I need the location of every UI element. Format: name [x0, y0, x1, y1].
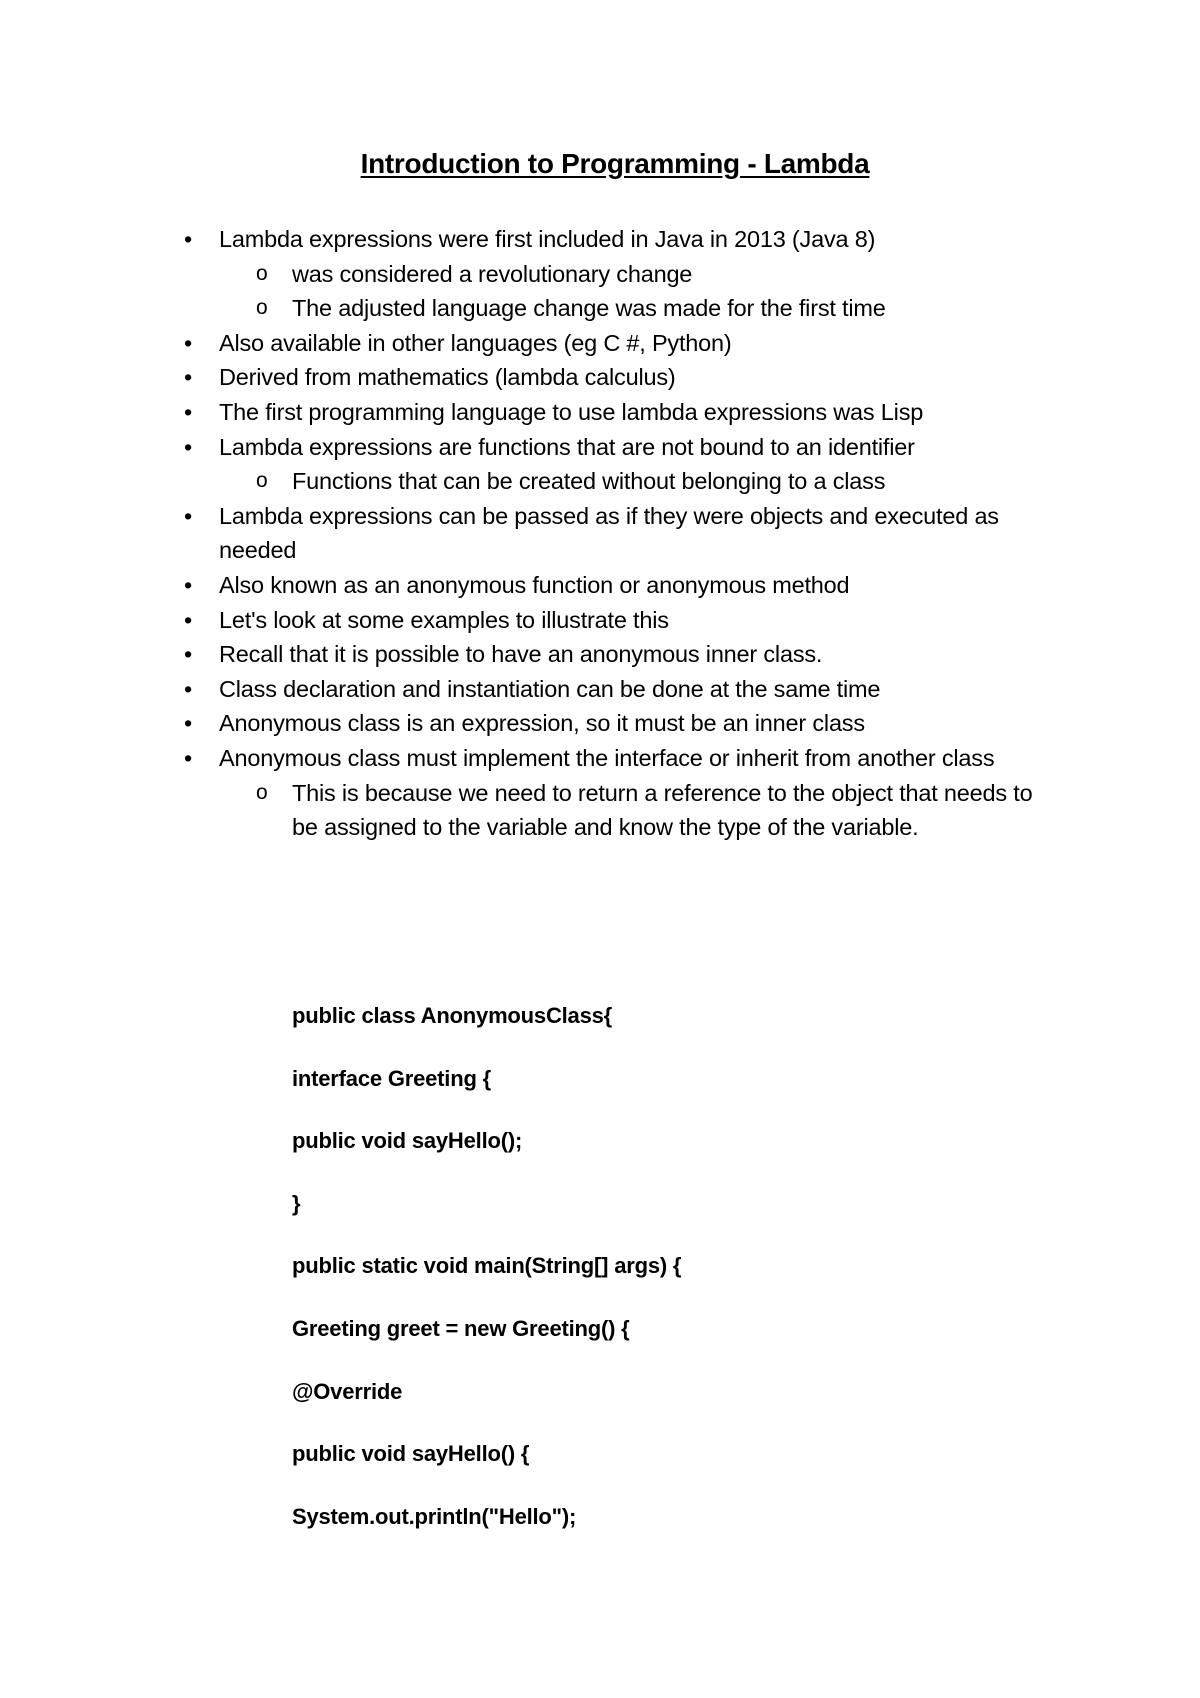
sub-list-item — [0, 257, 1062, 292]
code-line: interface Greeting { — [292, 1065, 491, 1091]
list-item — [0, 326, 1059, 361]
bullet-marker: • — [184, 571, 193, 598]
bullet-marker: • — [184, 675, 193, 702]
bullet-list — [0, 222, 1200, 845]
list-item — [0, 741, 1059, 776]
sub-bullet-marker: o — [256, 469, 268, 493]
sub-bullet-marker: o — [256, 261, 268, 285]
list-item — [0, 568, 1059, 603]
list-item-text: Also available in other languages (eg C #, Python) — [219, 329, 732, 356]
bullet-marker: • — [184, 502, 193, 529]
code-line: System.out.println("Hello"); — [292, 1503, 577, 1529]
code-line: public void sayHello() { — [292, 1441, 530, 1467]
list-item-text: Lambda expressions can be passed as if they were objects and executed as needed — [219, 502, 999, 564]
bullet-marker: • — [184, 744, 193, 771]
bullet-marker: • — [184, 641, 193, 668]
page-title: Introduction to Programming - Lambda — [360, 148, 870, 179]
bullet-marker: • — [184, 226, 193, 252]
list-item — [0, 395, 1059, 430]
code-line: Greeting greet = new Greeting() { — [292, 1315, 630, 1341]
list-item-text: This is because we need to return a reference to the object that needs to be assigned to the variable and know the type of the variable. — [292, 779, 1033, 841]
sub-bullet-marker: o — [256, 296, 268, 320]
code-line: public static void main(String[] args) { — [292, 1253, 682, 1279]
bullet-marker: • — [184, 398, 193, 425]
sub-list-item — [0, 291, 1062, 326]
list-item-text: Also known as an anonymous function or anonymous method — [219, 571, 850, 598]
code-line: public void sayHello(); — [292, 1128, 523, 1154]
list-item — [0, 430, 1059, 465]
list-item-text: Class declaration and instantiation can be done at the same time — [219, 675, 881, 702]
bullet-marker: • — [184, 364, 193, 391]
list-item — [0, 499, 1059, 568]
list-item-text: Derived from mathematics (lambda calculus) — [219, 364, 676, 391]
list-item-text: Let's look at some examples to illustrate this — [219, 606, 669, 633]
list-item — [0, 360, 1059, 395]
code-line: public class AnonymousClass{ — [292, 1003, 613, 1028]
code-line: @Override — [292, 1378, 403, 1404]
list-item-text: was considered a revolutionary change — [292, 260, 693, 287]
list-item — [0, 672, 1059, 707]
list-item — [0, 637, 1059, 672]
list-item-text: Recall that it is possible to have an anonymous inner class. — [219, 641, 823, 668]
bullet-marker: • — [184, 329, 193, 356]
list-item-text: The adjusted language change was made for the first time — [292, 295, 886, 322]
list-item-text: Lambda expressions are functions that are not bound to an identifier — [219, 433, 915, 460]
list-item-text: The first programming language to use lambda expressions was Lisp — [219, 398, 924, 425]
list-item-text: Anonymous class must implement the interface or inherit from another class — [219, 744, 995, 771]
sub-list-item — [0, 464, 1062, 499]
code-block — [292, 985, 681, 1548]
sub-list-item — [0, 776, 1062, 845]
list-item-text: Functions that can be created without belonging to a class — [292, 468, 886, 495]
bullet-marker: • — [184, 710, 193, 737]
list-item — [0, 603, 1059, 638]
sub-bullet-marker: o — [256, 780, 268, 804]
list-item — [0, 222, 1059, 257]
list-item — [0, 706, 1059, 741]
code-line: } — [292, 1190, 301, 1216]
bullet-marker: • — [184, 606, 193, 633]
list-item-text: Lambda expressions were first included in Java in 2013 (Java 8) — [219, 226, 876, 252]
bullet-marker: • — [184, 433, 193, 460]
list-item-text: Anonymous class is an expression, so it must be an inner class — [219, 710, 865, 737]
